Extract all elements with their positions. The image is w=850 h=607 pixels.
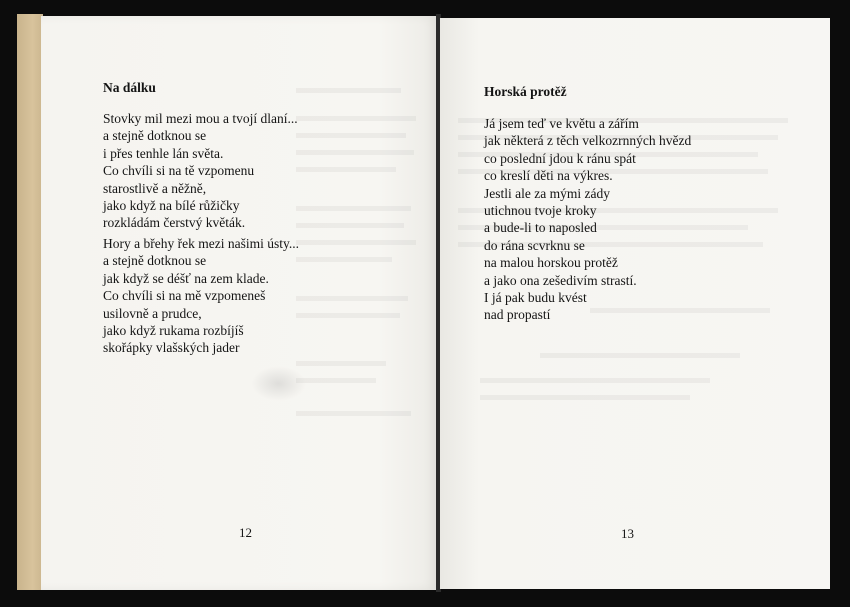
- poem-line: utichnou tvoje kroky: [484, 203, 597, 219]
- poem-line: jak některá z těch velkozrnných hvězd: [484, 133, 692, 149]
- poem-line: jako když na bílé růžičky: [103, 198, 240, 214]
- poem-line: Co chvíli si na tě vzpomenu: [103, 163, 255, 179]
- poem-line: i přes tenhle lán světa.: [103, 145, 224, 161]
- right-page: [440, 18, 830, 589]
- show-through-text: [296, 167, 396, 172]
- poem-stanza: [103, 235, 299, 357]
- poem-line: a jako ona zešedivím strastí.: [484, 272, 637, 288]
- poem-line: jako když rukama rozbíjíš: [103, 323, 244, 339]
- show-through-text: [480, 395, 690, 400]
- poem-line: do rána scvrknu se: [484, 237, 585, 253]
- show-through-text: [296, 88, 401, 93]
- poem-line: Já jsem teď ve květu a zářím: [484, 116, 639, 131]
- show-through-text: [296, 296, 408, 301]
- poem-line: Co chvíli si na mě vzpomeneš: [103, 288, 266, 304]
- poem-line: Jestli ale za mými zády: [484, 185, 610, 201]
- poem-line: jak když se déšť na zem klade.: [103, 270, 269, 286]
- paper-smudge: [251, 366, 306, 401]
- show-through-text: [296, 150, 414, 155]
- show-through-text: [296, 206, 411, 211]
- show-through-text: [296, 411, 411, 416]
- show-through-text: [296, 257, 392, 262]
- show-through-text: [296, 133, 406, 138]
- show-through-text: [540, 353, 740, 358]
- poem-line: a stejně dotknou se: [103, 253, 207, 269]
- poem-line: I já pak budu kvést: [484, 290, 587, 306]
- poem-line: nad propastí: [484, 307, 551, 323]
- left-page: [41, 16, 438, 590]
- poem-line: starostlivě a něžně,: [103, 180, 207, 196]
- show-through-text: [296, 223, 404, 228]
- poem-line: skořápky vlašských jader: [103, 340, 240, 356]
- show-through-text: [296, 240, 416, 245]
- poem-line: Stovky mil mezi mou a tvojí dlaní...: [103, 111, 298, 126]
- show-through-text: [296, 313, 400, 318]
- page-number: 12: [239, 525, 252, 540]
- poem-line: rozkládám čerstvý květák.: [103, 215, 246, 231]
- poem-title: Na dálku: [103, 80, 156, 95]
- page-number: 13: [621, 526, 634, 541]
- show-through-text: [296, 116, 416, 121]
- poem-line: a stejně dotknou se: [103, 128, 207, 144]
- poem-line: Hory a břehy řek mezi našimi ústy...: [103, 236, 299, 251]
- poem-line: a bude-li to naposled: [484, 220, 597, 236]
- poem-stanza: [103, 110, 298, 232]
- poem-line: co poslední jdou k ránu spát: [484, 150, 636, 166]
- show-through-text: [296, 378, 376, 383]
- poem-line: na malou horskou protěž: [484, 255, 618, 271]
- poem-title: Horská protěž: [484, 84, 567, 99]
- book-cover-edge: [17, 14, 43, 590]
- show-through-text: [296, 361, 386, 366]
- show-through-text: [480, 378, 710, 383]
- poem-line: co kreslí děti na výkres.: [484, 168, 613, 184]
- poem-line: usilovně a prudce,: [103, 305, 202, 321]
- poem-stanza: [484, 115, 691, 324]
